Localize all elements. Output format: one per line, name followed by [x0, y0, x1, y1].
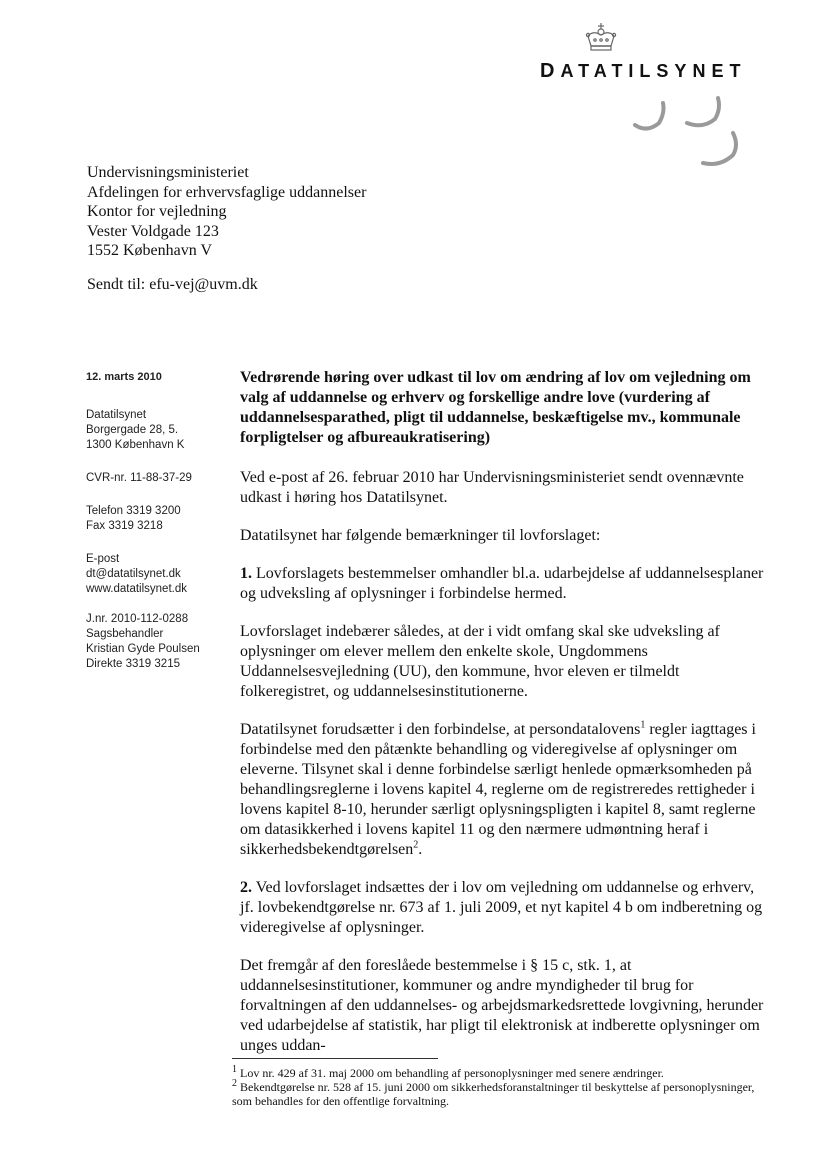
paragraph: Det fremgår af den foreslåede bestemmelse i § 15 c, stk. 1, at uddannelsesinstitutioner, kommuner og andre myndigheder til brug for forvaltningen af den uddannelses- og arbejdsmarkedsrettede lovgivning, herunder ved udarbejdelse af statistik, har pligt til elektronisk at indberette oplysninger om unges uddan-	[240, 957, 764, 1054]
paragraph: Ved e-post af 26. februar 2010 har Undervisningsministeriet sendt ovennævnte udkast i høring hos Datatilsynet.	[240, 469, 744, 506]
footnote-text: Lov nr. 429 af 31. maj 2000 om behandling af personoplysninger med senere ændringer.	[237, 1066, 664, 1080]
section-number: 1.	[240, 565, 252, 582]
paragraph-text: Ved lovforslaget indsættes der i lov om vejledning om uddannelse og erhverv, jf. lovbekendtgørelse nr. 673 af 1. juli 2009, et nyt kapitel 4 b om indberetning og videregivelse af oplysninger.	[240, 879, 763, 936]
sender-phone	[86, 504, 226, 534]
paragraph	[240, 720, 770, 860]
recipient-line: Afdelingen for erhvervsfaglige uddannelser	[87, 183, 367, 201]
phone-line: Telefon 3319 3200	[86, 505, 181, 517]
footnote-divider	[232, 1058, 438, 1059]
paragraph-text: regler iagttages i forbindelse med den påtænkte behandling og videregivelse af oplysninger om eleverne. Tilsynet skal i denne forbindelse særligt henlede opmærksomheden på behandlingsreglerne i lovens kapitel 4, reglerne om de registreredes rettigheder i lovens kapitel 8-10, herunder særligt oplysningspligten i kapitel 8, samt reglerne om datasikkerhed i lovens kapitel 11 og den nærmere udmøntning heraf i sikkerhedsbekendtgørelsen	[240, 721, 756, 858]
footnote-text: Bekendtgørelse nr. 528 af 15. juni 2000 om sikkerhedsforanstaltninger til beskyttelse af personoplysninger, som behandles for den offentlige forvaltning.	[232, 1080, 755, 1108]
footnote	[232, 1080, 772, 1108]
sent-to: Sendt til: efu-vej@uvm.dk	[87, 276, 258, 293]
recipient-address	[87, 163, 366, 261]
paragraph: Lovforslaget indebærer således, at der i vidt omfang skal ske udveksling af oplysninger om elever mellem den enkelte skole, Ungdommens Uddannelsesvejledning (UU), den kommune, hvor eleven er tilmeldt folkeregistret, og uddannelsesinstitutionerne.	[240, 623, 720, 700]
subject-heading: Vedrørende høring over udkast til lov om ændring af lov om vejledning om valg af uddannelse og erhverv og forskellige andre love (vurdering af uddannelsesparathed, pligt til uddannelse, beskæftigelse mv., kommunale forpligtelser og afbureaukratisering)	[240, 369, 751, 446]
letter-body	[240, 368, 770, 1074]
fax-line: Fax 3319 3218	[86, 520, 163, 532]
recipient-line: Vester Voldgade 123	[87, 222, 219, 240]
footnote-ref: 1	[640, 719, 646, 731]
website: www.datatilsynet.dk	[86, 583, 187, 595]
paragraph	[240, 564, 770, 604]
recipient-line: 1552 København V	[87, 242, 213, 259]
letter-date: 12. marts 2010	[86, 371, 162, 383]
footnote-number: 2	[232, 1078, 237, 1089]
case-handler-label: Sagsbehandler	[86, 628, 164, 640]
sender-sidebar	[86, 370, 226, 672]
sender-address-line: 1300 København K	[86, 439, 185, 451]
crown-icon	[583, 22, 619, 52]
footnote-ref: 2	[413, 839, 419, 851]
section-number: 2.	[240, 879, 252, 896]
sender-address-line: Borgergade 28, 5.	[86, 424, 179, 436]
case-number: J.nr. 2010-112-0288	[86, 613, 189, 625]
sender-cvr	[86, 471, 226, 486]
sender-contact	[86, 552, 226, 597]
brand-initial: D	[540, 60, 561, 82]
case-direct-phone: Direkte 3319 3215	[86, 658, 180, 670]
paragraph: Datatilsynet har følgende bemærkninger til lovforslaget:	[240, 527, 601, 544]
footnote-number: 1	[232, 1064, 237, 1075]
footnotes	[232, 1066, 772, 1108]
email-address: dt@datatilsynet.dk	[86, 568, 181, 580]
cvr-number: CVR-nr. 11-88-37-29	[86, 472, 192, 484]
case-info	[86, 612, 226, 672]
paragraph-text: Lovforslagets bestemmelser omhandler bl.a. udarbejdelse af uddannelsesplaner og udveksling af oplysninger i forbindelse hermed.	[240, 565, 764, 602]
sender-address	[86, 408, 226, 453]
handwritten-mark-icon	[625, 95, 745, 180]
sender-address-line: Datatilsynet	[86, 409, 147, 421]
recipient-line: Kontor for vejledning	[87, 203, 227, 220]
paragraph-text: Datatilsynet forudsætter i den forbindelse, at persondatalovens	[240, 721, 641, 738]
footnote	[232, 1066, 772, 1080]
paragraph	[240, 878, 770, 938]
brand-rest: ATATILSYNET	[560, 61, 747, 81]
email-label: E-post	[86, 553, 120, 565]
recipient-line: Undervisningsministeriet	[87, 164, 249, 181]
letterhead-brand	[540, 60, 746, 83]
paragraph-text: .	[418, 841, 423, 858]
case-handler-name: Kristian Gyde Poulsen	[86, 643, 200, 655]
